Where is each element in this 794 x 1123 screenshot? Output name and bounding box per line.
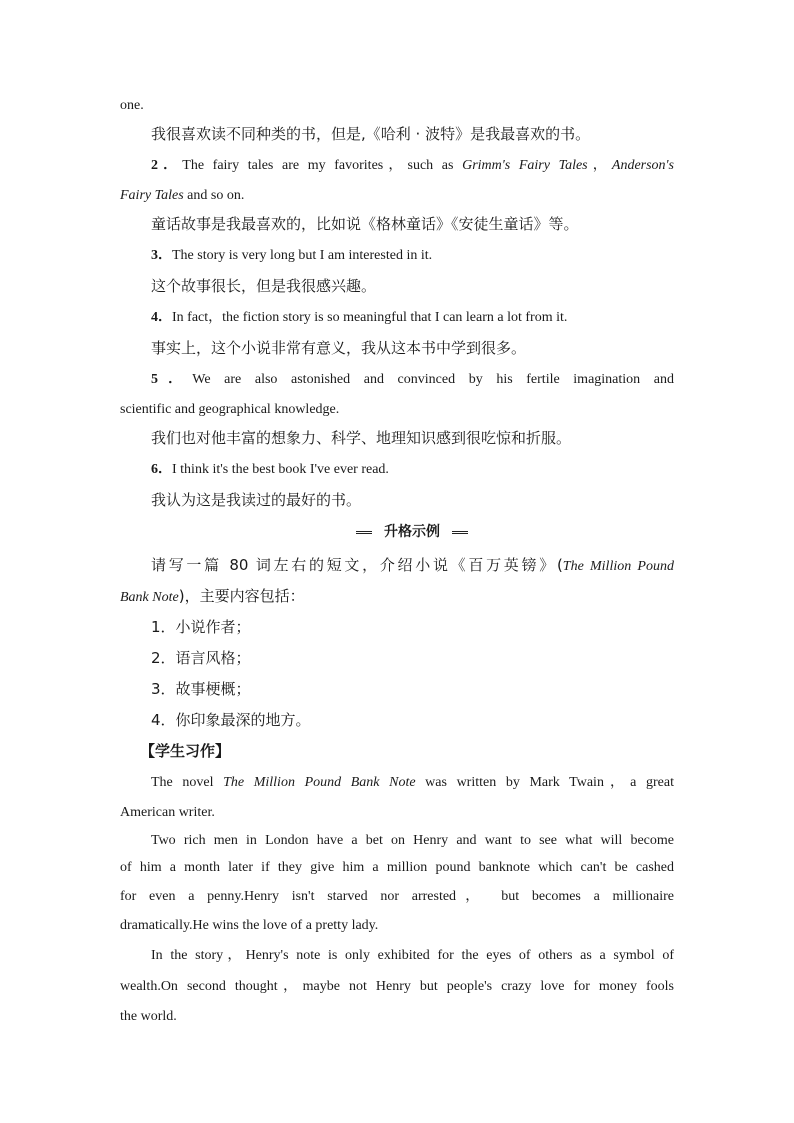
section-banner [356,522,468,542]
task-item: 2．语言风格； [151,649,251,667]
sentence-6-zh: 我认为这是我读过的最好的书。 [151,491,362,509]
book-title: Grimm's Fairy Tales [462,158,588,173]
essay-line: Two rich men in London have a bet on Henry and want to see what will become [151,833,674,848]
item-number: 4． [151,310,172,325]
text: ， [587,158,612,173]
text-line: one. [120,98,144,113]
item-number: 3． [151,248,172,263]
text: 请写一篇 80 词左右的短文，介绍小说《百万英镑》( [151,556,563,574]
sentence-3 [151,246,674,266]
essay-line: wealth.On second thought，maybe not Henry but people's crazy love for money fools [120,979,674,994]
book-title: The Million Pound [562,559,674,574]
sentence-4 [151,308,674,328]
banner-title: 升格示例 [372,522,452,542]
task-item: 3．故事梗概； [151,680,251,698]
sentence-6 [151,460,674,480]
item-number: 2． [151,158,183,173]
text-line-zh: 我很喜欢读不同种类的书，但是,《哈利 · 波特》是我最喜欢的书。 [151,125,591,143]
text: We are also astonished and convinced by his fertile imagination and [192,372,674,387]
banner-rule-left [356,531,372,534]
essay-line: dramatically.He wins the love of a pretty lady. [120,918,379,933]
text: The fairy tales are my favorites，such as [182,158,463,173]
sentence-5-zh: 我们也对他丰富的想象力、科学、地理知识感到很吃惊和折服。 [151,429,572,447]
task-item: 1．小说作者； [151,618,251,636]
essay-line: the world. [120,1009,177,1024]
book-title: Bank Note [120,590,179,605]
text: )，主要内容包括： [178,587,305,605]
essay-line: American writer. [120,805,215,820]
item-number: 5． [151,372,193,387]
item-number: 6． [151,462,172,477]
text: The story is very long but I am interested in it. [172,248,433,263]
sentence-3-zh: 这个故事很长，但是我很感兴趣。 [151,277,377,295]
book-title: The Million Pound Bank Note [223,775,416,790]
book-title: Fairy Tales [120,188,184,203]
sentence-2-cont [120,186,674,206]
text: I think it's the best book I've ever read. [172,462,389,477]
text: The novel [151,775,224,790]
sentence-2-zh: 童话故事是我最喜欢的，比如说《格林童话》《安徒生童话》等。 [151,215,579,233]
essay-line: of him a month later if they give him a million pound banknote which can't be cashed [120,860,674,875]
sentence-4-zh: 事实上，这个小说非常有意义，我从这本书中学到很多。 [151,339,527,357]
banner-rule-right [452,531,468,534]
task-prompt-cont [120,586,674,608]
sentence-5 [151,370,674,390]
text: was written by Mark Twain，a great [415,775,674,790]
essay-line: for even a penny.Henry isn't starved nor arrested， but becomes a millionaire [120,889,674,904]
text: and so on. [183,188,245,203]
essay-line: In the story，Henry's note is only exhibited for the eyes of others as a symbol of [151,948,674,963]
task-prompt [151,555,674,577]
essay-heading: 【学生习作】 [140,742,231,760]
text: In fact，the fiction story is so meaningful that I can learn a lot from it. [172,310,568,325]
book-title: Anderson's [611,158,674,173]
sentence-2 [151,156,674,176]
essay-line [151,773,674,793]
sentence-5-cont: scientific and geographical knowledge. [120,402,340,417]
task-item: 4．你印象最深的地方。 [151,711,311,729]
